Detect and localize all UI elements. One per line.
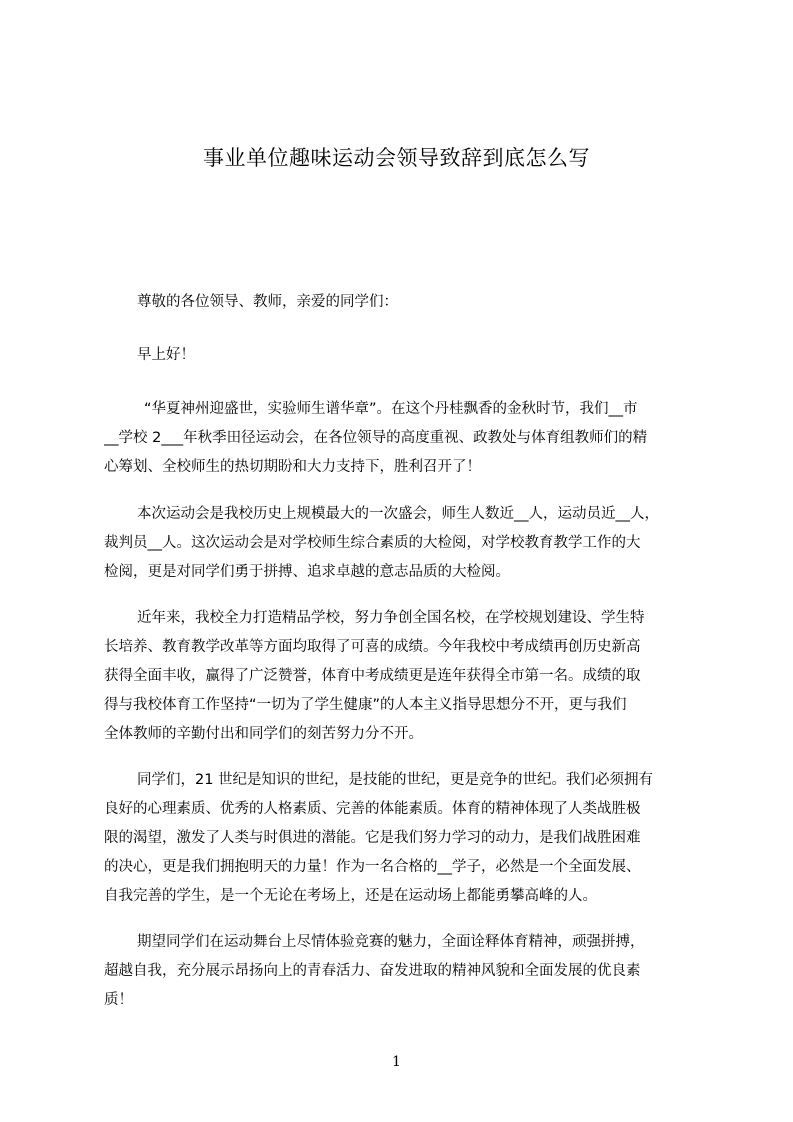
paragraph-2 xyxy=(104,500,708,587)
paragraph-line: 得与我校体育工作坚持“一切为了学生健康”的人本主义指导思想分不开，更与我们 xyxy=(104,697,627,713)
page-title: 事业单位趣味运动会领导致辞到底怎么写 xyxy=(203,146,590,170)
paragraph-line: 的决心，更是我们拥抱明天的力量！作为一名合格的__学子，必然是一个全面发展、 xyxy=(104,859,641,875)
paragraph-line: 质！ xyxy=(104,992,133,1008)
paragraph-line: 全体教师的辛勤付出和同学们的刻苦努力分不开。 xyxy=(104,726,423,742)
paragraph-line: __学校 2___年秋季田径运动会，在各位领导的高度重视、政教处与体育组教师们的精 xyxy=(104,430,648,446)
paragraph-line: 心筹划、全校师生的热切期盼和大力支持下，胜利召开了！ xyxy=(104,459,481,475)
paragraph-line: 检阅，更是对同学们勇于拼搏、追求卓越的意志品质的大检阅。 xyxy=(104,564,510,580)
paragraph-line: 良好的心理素质、优秀的人格素质、完善的体能素质。体育的精神体现了人类战胜极 xyxy=(104,801,641,817)
paragraph-line: 限的渴望，激发了人类与时俱进的潜能。它是我们努力学习的动力，是我们战胜困难 xyxy=(104,830,641,846)
paragraph-3 xyxy=(104,604,708,749)
salutation xyxy=(104,288,708,317)
paragraph-1 xyxy=(104,395,708,482)
paragraph-line: 近年来，我校全力打造精品学校，努力争创全国名校，在学校规划建设、学生特 xyxy=(137,610,645,626)
paragraph-line: 同学们，21 世纪是知识的世纪，是技能的世纪，更是竞争的世纪。我们必须拥有 xyxy=(137,772,654,788)
paragraph-line: 本次运动会是我校历史上规模最大的一次盛会，师生人数近__人，运动员近__人， xyxy=(137,506,659,522)
paragraph-line: 超越自我，充分展示昂扬向上的青春活力、奋发进取的精神风貌和全面发展的优良素 xyxy=(104,963,641,979)
paragraph-4 xyxy=(104,766,708,911)
paragraph-line: 期望同学们在运动舞台上尽情体验竞赛的魅力，全面诠释体育精神，顽强拼搏， xyxy=(137,934,645,950)
paragraph-line: 长培养、教育教学改革等方面均取得了可喜的成绩。今年我校中考成绩再创历史新高 xyxy=(104,639,641,655)
paragraph-line: “华夏神州迎盛世，实验师生谱华章”。在这个丹桂飘香的金秋时节，我们__市 xyxy=(144,401,638,417)
greeting-line: 早上好！ xyxy=(137,347,195,363)
page-number: 1 xyxy=(392,1054,401,1070)
salutation-line: 尊敬的各位领导、教师，亲爱的同学们： xyxy=(137,294,398,310)
paragraph-line: 自我完善的学生，是一个无论在考场上，还是在运动场上都能勇攀高峰的人。 xyxy=(104,888,597,904)
paragraph-line: 获得全面丰收，赢得了广泛赞誉，体育中考成绩更是连年获得全市第一名。成绩的取 xyxy=(104,668,641,684)
paragraph-5 xyxy=(104,928,708,1015)
paragraph-line: 裁判员__人。这次运动会是对学校师生综合素质的大检阅，对学校教育教学工作的大 xyxy=(104,535,641,551)
greeting xyxy=(104,341,708,370)
